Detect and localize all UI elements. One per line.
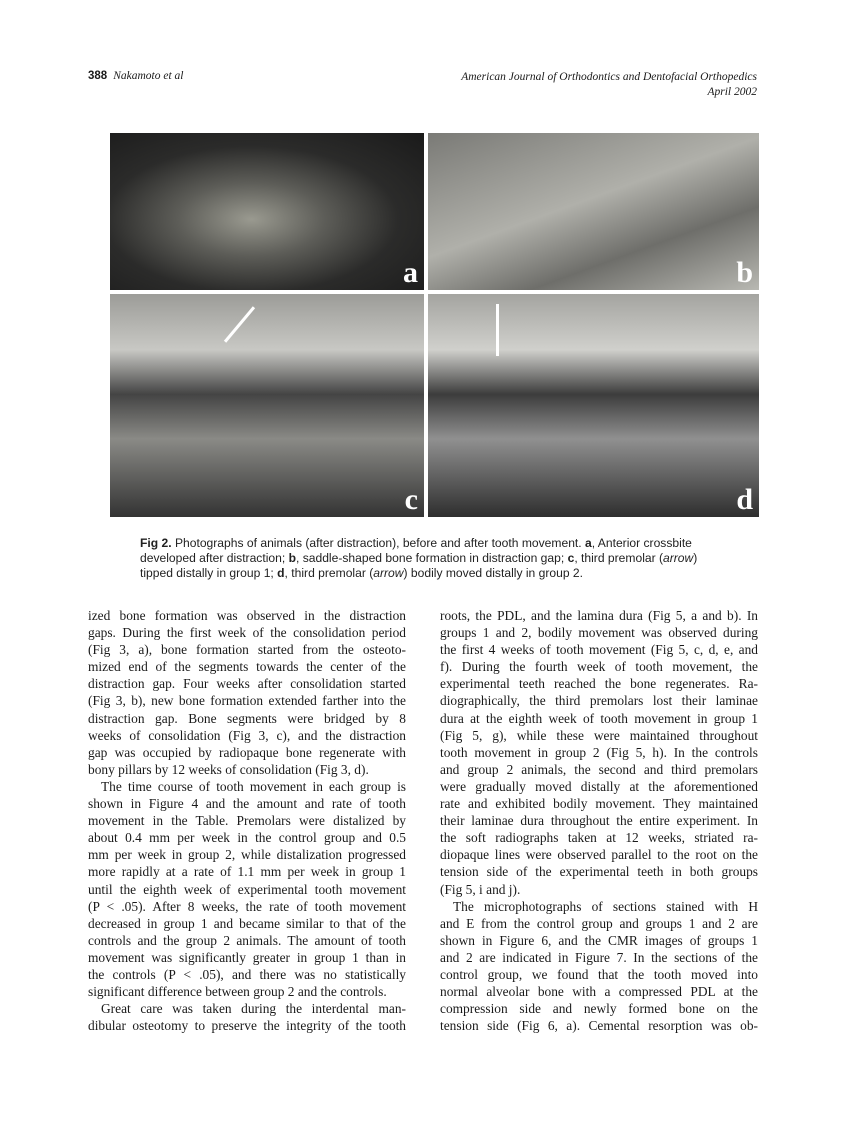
text-line: compression side and newly formed bone on the [440, 1001, 758, 1017]
text-line: controls and the group 2 animals. The amount of tooth [88, 932, 406, 948]
text-line: until the eighth week of experimental tooth movement [88, 881, 406, 897]
text-line: tension side (Fig 6, a). Cemental resorption was ob- [440, 1018, 758, 1034]
figure-panel-b [428, 133, 759, 290]
text-line: shown in Figure 4 and the amount and rate of tooth [88, 796, 406, 812]
text-line: normal alveolar bone with a compressed PDL at the [440, 984, 758, 1000]
text-line: and E from the control group and groups 1 and 2 are [440, 915, 758, 931]
panel-label: c [404, 483, 418, 516]
text-line: the soft radiographs taken at 12 weeks, striated ra- [440, 830, 758, 846]
text-line: Great care was taken during the interdental man- [101, 1001, 406, 1017]
text-line: gap was occupied by radiopaque bone regenerate with [88, 744, 406, 760]
panel-label: b [736, 256, 753, 289]
text-line: (Fig 3, a), bone formation started from the osteoto- [88, 642, 406, 658]
text-line: dibular osteotomy to preserve the integrity of the tooth [88, 1018, 406, 1034]
body-column-left [88, 607, 406, 1034]
issue-date: April 2002 [707, 86, 757, 98]
text-line: shown in Figure 6, and the CMR images of groups 1 [440, 932, 758, 948]
text-line: about 0.4 mm per week in the control group and 0.5 [88, 830, 406, 846]
caption-panel-ref: a [585, 536, 592, 550]
text-line: (Fig 5, g), while these were maintained throughout [440, 727, 758, 743]
text-line: roots, the PDL, and the lamina dura (Fig 5, a and b). In [440, 608, 758, 623]
text-line: ized bone formation was observed in the distraction [88, 608, 406, 623]
text-line: control group, we found that the tooth moved into [440, 966, 758, 982]
text-line: dura at the eighth week of tooth movement in group 1 [440, 710, 758, 726]
text-line: rate and exhibited bodily movement. They maintained [440, 796, 758, 812]
text-line: distraction gap. Four weeks after consolidation started [88, 676, 406, 692]
journal-title: American Journal of Orthodontics and Dentofacial Orthopedics [461, 71, 757, 83]
caption-italic: arrow [373, 566, 404, 581]
text-line: The microphotographs of sections stained with H [453, 898, 758, 914]
caption-text: , third premolar ( [284, 566, 374, 581]
arrow-icon [224, 306, 255, 342]
body-column-right [440, 607, 758, 1034]
caption-panel-ref: b [288, 551, 296, 566]
text-line: the first 4 weeks of tooth movement (Fig 5, c, d, e, and [440, 642, 758, 658]
text-line: (Fig 3, b), new bone formation extended farther into the [88, 693, 406, 709]
text-line: tooth movement in group 2 (Fig 5, h). In the controls [440, 744, 758, 760]
panel-label: d [736, 483, 753, 516]
text-line: distraction gap. Bone segments were bridged by 8 [88, 710, 406, 726]
text-line: the controls (P < .05), and there was no statistically [88, 966, 406, 982]
panel-label: a [403, 256, 418, 289]
text-line: f). During the fourth week of tooth movement, the [440, 659, 758, 675]
text-line: (P < .05). After 8 weeks, the rate of tooth movement [88, 898, 406, 914]
caption-text: ) tipped distally in group 1; [140, 551, 698, 581]
text-line: gaps. During the first week of the consolidation period [88, 625, 406, 641]
text-line: significant difference between group 2 and the controls. [88, 984, 387, 1000]
caption-text: , Anterior crossbite developed after distraction; [140, 536, 692, 566]
running-header-left [88, 70, 183, 82]
text-line: groups 1 and 2, bodily movement was observed during [440, 625, 758, 641]
caption-text: , third premolar ( [574, 551, 664, 566]
text-line: weeks of consolidation (Fig 3, c), and the distraction [88, 727, 406, 743]
figure-panel-c [110, 294, 424, 517]
text-line: movement was significantly greater in group 1 than in [88, 949, 406, 965]
caption-text: ) bodily moved distally in group 2. [403, 566, 583, 581]
text-line: were gradually moved distally at the aforementioned [440, 778, 758, 794]
text-line: decreased in group 1 and became similar to that of the [88, 915, 406, 931]
text-line: more rapidly at a rate of 1.1 mm per week in group 1 [88, 864, 406, 880]
caption-panel-ref: d [277, 566, 285, 581]
text-line: diopaque lines were observed parallel to the root on the [440, 847, 758, 863]
text-line: bony pillars by 12 weeks of consolidation (Fig 3, d). [88, 761, 369, 777]
text-line: movement in the Table. Premolars were distalized by [88, 813, 406, 829]
text-line: diographically, the third premolars lost their laminae [440, 693, 758, 709]
text-line: tension side of the experimental teeth in both groups [440, 864, 758, 880]
page-number: 388 [88, 70, 108, 82]
caption-text: Photographs of animals (after distraction), before and after tooth movement. [171, 536, 586, 550]
figure-panel-a [110, 133, 424, 290]
figure-caption [140, 536, 708, 582]
text-line: The time course of tooth movement in each group is [101, 778, 406, 794]
caption-text: , saddle-shaped bone formation in distraction gap; [295, 551, 568, 566]
authors: Nakamoto et al [113, 70, 184, 82]
text-line: and group 2 animals, the second and third premolars [440, 761, 758, 777]
figure-panel-d [428, 294, 759, 517]
running-header-right [461, 70, 757, 100]
text-line: and 2 are indicated in Figure 7. In the sections of the [440, 949, 758, 965]
text-line: mized end of the segments towards the center of the [88, 659, 406, 675]
text-line: their laminae dura throughout the entire experiment. In [440, 813, 758, 829]
text-line: experimental teeth reached the bone regenerates. Ra- [440, 676, 758, 692]
arrow-icon [496, 304, 499, 356]
text-line: mm per week in group 2, while distalization progressed [88, 847, 406, 863]
text-line: (Fig 5, i and j). [440, 881, 521, 897]
caption-italic: arrow [663, 551, 694, 566]
caption-panel-ref: c [567, 551, 575, 566]
caption-label: Fig 2. [140, 536, 172, 550]
